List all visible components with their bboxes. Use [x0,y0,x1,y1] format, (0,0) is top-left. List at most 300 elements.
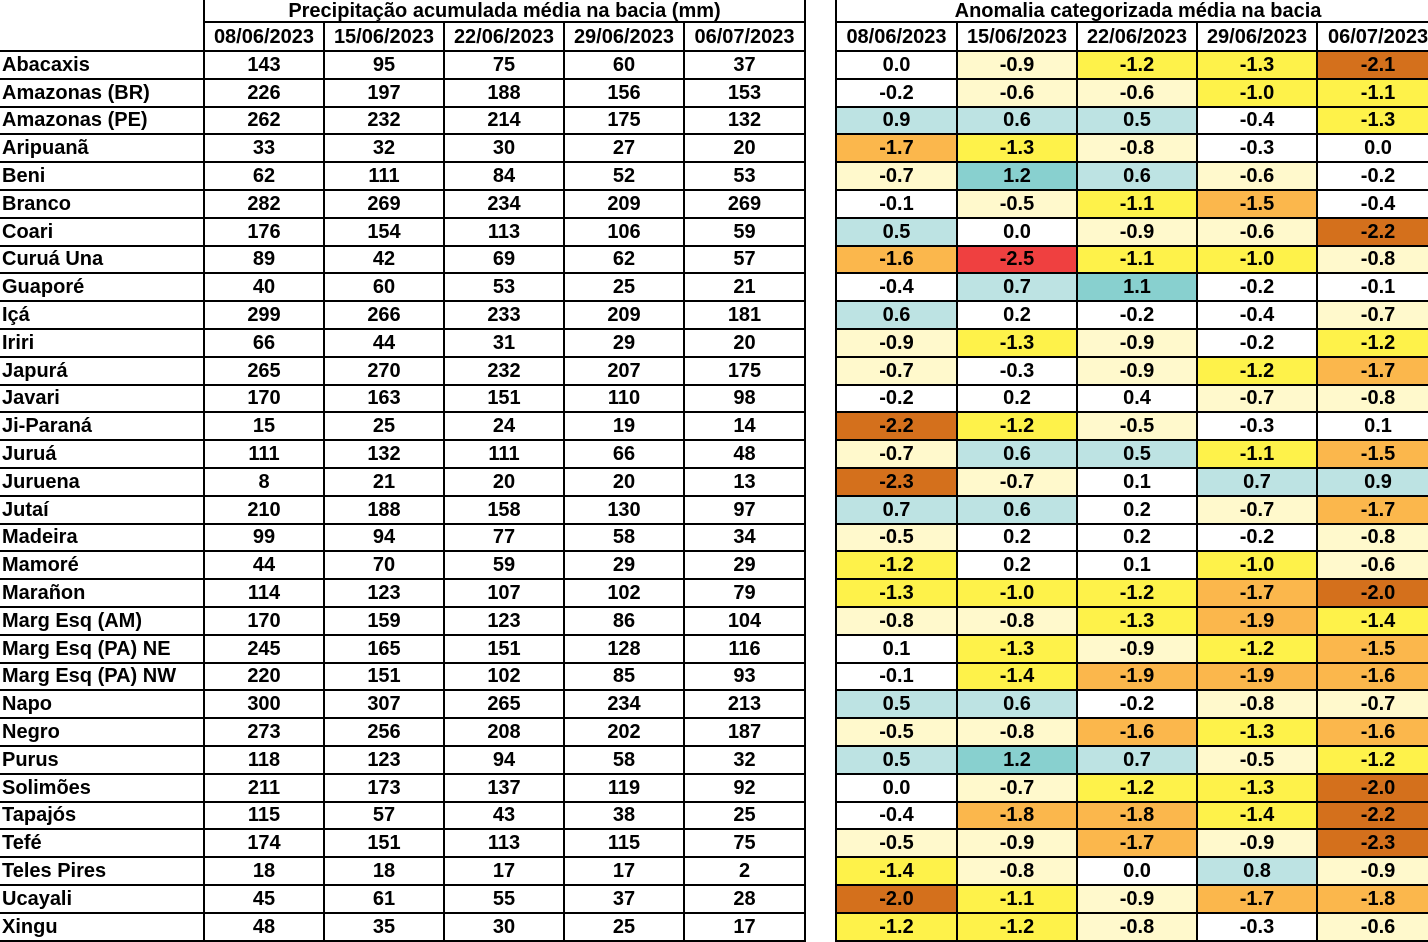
anomaly-cell: -1.3 [836,579,957,607]
anomaly-cell: -1.3 [1077,607,1197,635]
precip-cell: 269 [684,190,805,218]
precip-cell: 300 [204,690,324,718]
table-row [0,440,805,468]
anomaly-cell: 0.0 [836,51,957,79]
anomaly-date-header: 08/06/2023 [836,22,957,51]
anomaly-cell: -0.9 [1077,885,1197,913]
precip-cell: 188 [324,496,444,524]
anomaly-cell: -0.9 [1077,329,1197,357]
precip-cell: 175 [684,357,805,385]
precip-cell: 213 [684,690,805,718]
anomaly-cell: 1.2 [957,162,1077,190]
basin-name: Jutaí [0,496,204,524]
precip-cell: 85 [564,663,684,691]
table-row [836,134,1428,162]
anomaly-cell: -0.9 [1197,829,1317,857]
basin-name: Negro [0,718,204,746]
precip-cell: 163 [324,385,444,413]
anomaly-cell: -1.9 [1197,663,1317,691]
table-row [0,496,805,524]
table-row [836,579,1428,607]
anomaly-cell: 0.4 [1077,385,1197,413]
table-row [836,301,1428,329]
precip-cell: 58 [564,524,684,552]
anomaly-cell: -1.0 [1197,246,1317,274]
anomaly-title: Anomalia categorizada média na bacia [836,0,1428,22]
anomaly-cell: -2.2 [1317,218,1428,246]
anomaly-cell: -0.9 [1317,857,1428,885]
basin-name: Teles Pires [0,857,204,885]
precip-date-header: 08/06/2023 [204,22,324,51]
anomaly-cell: -1.0 [1197,551,1317,579]
table-row [836,190,1428,218]
table-row [836,496,1428,524]
precip-cell: 111 [204,440,324,468]
table-row [836,524,1428,552]
anomaly-cell: -0.7 [1197,385,1317,413]
precip-cell: 130 [564,496,684,524]
table-row [836,885,1428,913]
anomaly-cell: -1.2 [1197,635,1317,663]
precip-cell: 106 [564,218,684,246]
anomaly-cell: -1.6 [1317,718,1428,746]
anomaly-cell: -1.1 [1317,79,1428,107]
anomaly-cell: -0.7 [1317,690,1428,718]
anomaly-cell: -0.8 [1197,690,1317,718]
precip-cell: 53 [684,162,805,190]
precip-cell: 245 [204,635,324,663]
precip-cell: 20 [564,468,684,496]
anomaly-cell: -1.2 [957,412,1077,440]
basin-name: Napo [0,690,204,718]
anomaly-cell: -1.1 [1077,246,1197,274]
anomaly-date-header: 15/06/2023 [957,22,1077,51]
basin-name: Aripuanã [0,134,204,162]
precip-cell: 33 [204,134,324,162]
table-row [0,774,805,802]
anomaly-cell: -0.2 [1077,690,1197,718]
table-row [0,663,805,691]
basin-name: Solimões [0,774,204,802]
precip-cell: 170 [204,607,324,635]
precip-cell: 159 [324,607,444,635]
anomaly-cell: 0.5 [836,690,957,718]
basin-name: Amazonas (PE) [0,107,204,135]
precip-cell: 207 [564,357,684,385]
table-row [0,635,805,663]
precip-cell: 52 [564,162,684,190]
anomaly-cell: -0.5 [1077,412,1197,440]
precip-cell: 13 [684,468,805,496]
precip-cell: 107 [444,579,564,607]
table-row [0,524,805,552]
anomaly-cell: -1.3 [1197,774,1317,802]
precip-cell: 176 [204,218,324,246]
precip-cell: 132 [684,107,805,135]
precip-cell: 29 [684,551,805,579]
anomaly-cell: -1.4 [957,663,1077,691]
table-row [836,440,1428,468]
precip-date-header: 22/06/2023 [444,22,564,51]
anomaly-cell: -0.9 [1077,357,1197,385]
anomaly-cell: -0.8 [1317,385,1428,413]
anomaly-cell: -0.2 [836,79,957,107]
anomaly-cell: -0.7 [957,774,1077,802]
precip-cell: 154 [324,218,444,246]
precip-cell: 209 [564,190,684,218]
basin-name: Guaporé [0,273,204,301]
anomaly-cell: -2.3 [836,468,957,496]
anomaly-cell: -1.7 [1197,885,1317,913]
anomaly-cell: -1.5 [1197,190,1317,218]
table-row [836,718,1428,746]
table-row [836,635,1428,663]
anomaly-cell: -0.3 [1197,134,1317,162]
precip-cell: 102 [564,579,684,607]
table-row [836,829,1428,857]
anomaly-cell: -2.0 [836,885,957,913]
anomaly-cell: 0.6 [957,107,1077,135]
table-row [0,857,805,885]
anomaly-cell: 0.5 [1077,107,1197,135]
anomaly-cell: 0.6 [957,440,1077,468]
precip-cell: 94 [324,524,444,552]
precip-cell: 234 [564,690,684,718]
precip-cell: 48 [204,913,324,941]
precip-cell: 20 [444,468,564,496]
anomaly-cell: -0.7 [957,468,1077,496]
anomaly-cell: -0.8 [1077,913,1197,941]
table-row [836,857,1428,885]
basin-name: Marg Esq (PA) NE [0,635,204,663]
anomaly-cell: -2.2 [836,412,957,440]
anomaly-cell: -0.4 [836,802,957,830]
table-row [0,468,805,496]
precip-cell: 75 [684,829,805,857]
precip-cell: 265 [444,690,564,718]
anomaly-cell: 0.6 [957,496,1077,524]
table-row [836,468,1428,496]
anomaly-cell: -0.7 [836,162,957,190]
anomaly-cell: -0.6 [1317,551,1428,579]
anomaly-cell: -1.9 [1197,607,1317,635]
table-row [0,885,805,913]
precip-cell: 14 [684,412,805,440]
precip-cell: 55 [444,885,564,913]
precip-cell: 113 [444,829,564,857]
precip-cell: 66 [204,329,324,357]
table-row [836,357,1428,385]
table-row [0,357,805,385]
anomaly-cell: -0.8 [1317,524,1428,552]
anomaly-cell: 0.5 [1077,440,1197,468]
table-row [836,329,1428,357]
table-row [0,579,805,607]
precip-cell: 137 [444,774,564,802]
corner-blank [0,0,204,22]
precip-cell: 25 [684,802,805,830]
anomaly-cell: 0.1 [1317,412,1428,440]
table-row [0,607,805,635]
anomaly-cell: 0.0 [1077,857,1197,885]
precip-cell: 175 [564,107,684,135]
anomaly-cell: -2.5 [957,246,1077,274]
anomaly-cell: -1.6 [1077,718,1197,746]
table-row [836,774,1428,802]
anomaly-cell: -0.2 [1197,273,1317,301]
anomaly-cell: -0.9 [957,829,1077,857]
table-row [0,301,805,329]
anomaly-cell: 0.0 [957,218,1077,246]
precip-cell: 170 [204,385,324,413]
table-row [836,802,1428,830]
table-row [0,829,805,857]
precip-cell: 21 [324,468,444,496]
table-row [0,746,805,774]
anomaly-cell: -1.2 [957,913,1077,941]
basin-name: Madeira [0,524,204,552]
anomaly-cell: -1.1 [1077,190,1197,218]
table-row [0,802,805,830]
anomaly-cell: -1.3 [957,329,1077,357]
precip-cell: 28 [684,885,805,913]
anomaly-cell: 0.7 [957,273,1077,301]
precip-cell: 30 [444,913,564,941]
anomaly-cell: -0.9 [1077,218,1197,246]
precip-date-header: 29/06/2023 [564,22,684,51]
basin-name: Abacaxis [0,51,204,79]
anomaly-cell: 0.0 [836,774,957,802]
precip-cell: 158 [444,496,564,524]
precip-cell: 8 [204,468,324,496]
anomaly-cell: -1.2 [1317,329,1428,357]
precip-cell: 165 [324,635,444,663]
anomaly-cell: -1.3 [957,134,1077,162]
precip-cell: 119 [564,774,684,802]
anomaly-cell: -2.0 [1317,774,1428,802]
precip-cell: 93 [684,663,805,691]
anomaly-cell: 0.2 [1077,496,1197,524]
anomaly-cell: -0.3 [1197,913,1317,941]
anomaly-cell: -1.7 [1317,496,1428,524]
basin-name: Ucayali [0,885,204,913]
anomaly-cell: 0.2 [957,301,1077,329]
anomaly-cell: -0.5 [836,718,957,746]
anomaly-cell: -1.4 [836,857,957,885]
anomaly-cell: -0.2 [836,385,957,413]
corner-blank [0,22,204,51]
precip-cell: 59 [444,551,564,579]
anomaly-date-header: 06/07/2023 [1317,22,1428,51]
anomaly-cell: -1.7 [1077,829,1197,857]
anomaly-cell: -0.2 [1317,162,1428,190]
precip-cell: 211 [204,774,324,802]
precip-cell: 37 [684,51,805,79]
anomaly-cell: 1.2 [957,746,1077,774]
anomaly-cell: 0.9 [836,107,957,135]
table-row [0,690,805,718]
precip-cell: 151 [444,385,564,413]
precip-cell: 104 [684,607,805,635]
anomaly-cell: -0.9 [836,329,957,357]
precip-cell: 202 [564,718,684,746]
anomaly-cell: 1.1 [1077,273,1197,301]
precip-cell: 123 [324,746,444,774]
table-row [0,51,805,79]
anomaly-cell: -1.8 [957,802,1077,830]
anomaly-cell: -0.3 [957,357,1077,385]
anomaly-cell: -0.6 [1317,913,1428,941]
precip-cell: 19 [564,412,684,440]
precip-cell: 24 [444,412,564,440]
precip-cell: 61 [324,885,444,913]
anomaly-cell: -1.2 [1197,357,1317,385]
anomaly-cell: -0.5 [1197,746,1317,774]
precip-cell: 232 [324,107,444,135]
basin-name: Marg Esq (PA) NW [0,663,204,691]
anomaly-cell: -1.2 [1077,774,1197,802]
anomaly-cell: 0.2 [957,551,1077,579]
precip-cell: 86 [564,607,684,635]
anomaly-cell: -1.3 [957,635,1077,663]
table-row [0,218,805,246]
table-row [0,718,805,746]
table-row [836,162,1428,190]
basin-name: Tapajós [0,802,204,830]
anomaly-cell: -1.3 [1317,107,1428,135]
anomaly-cell: -1.1 [1197,440,1317,468]
basin-name: Purus [0,746,204,774]
precip-cell: 60 [324,273,444,301]
anomaly-cell: 0.1 [836,635,957,663]
table-row [0,134,805,162]
anomaly-cell: -0.8 [836,607,957,635]
precip-cell: 21 [684,273,805,301]
table-row [836,246,1428,274]
anomaly-cell: -1.8 [1077,802,1197,830]
precip-cell: 143 [204,51,324,79]
precip-cell: 265 [204,357,324,385]
precip-cell: 111 [324,162,444,190]
anomaly-cell: -0.2 [1197,524,1317,552]
anomaly-cell: 0.7 [1077,746,1197,774]
anomaly-cell: 0.5 [836,746,957,774]
anomaly-cell: 0.8 [1197,857,1317,885]
precip-cell: 214 [444,107,564,135]
anomaly-cell: 0.6 [836,301,957,329]
anomaly-cell: -1.8 [1317,885,1428,913]
anomaly-cell: -0.8 [1317,246,1428,274]
table-row [0,190,805,218]
anomaly-cell: -0.8 [957,718,1077,746]
basin-name: Mamoré [0,551,204,579]
precip-cell: 220 [204,663,324,691]
anomaly-cell: -1.3 [1197,718,1317,746]
precip-cell: 234 [444,190,564,218]
anomaly-cell: -1.9 [1077,663,1197,691]
anomaly-cell: 0.6 [957,690,1077,718]
precip-cell: 25 [564,913,684,941]
precip-cell: 57 [324,802,444,830]
table-row [0,551,805,579]
table-row [836,412,1428,440]
anomaly-cell: 0.2 [1077,524,1197,552]
precip-cell: 37 [564,885,684,913]
precip-cell: 95 [324,51,444,79]
anomaly-cell: -0.1 [1317,273,1428,301]
anomaly-cell: -0.2 [1077,301,1197,329]
anomaly-cell: -1.7 [1317,357,1428,385]
precip-cell: 75 [444,51,564,79]
anomaly-cell: 0.2 [957,385,1077,413]
anomaly-cell: -0.7 [1317,301,1428,329]
precip-cell: 209 [564,301,684,329]
anomaly-cell: -1.0 [1197,79,1317,107]
anomaly-table [835,0,1428,942]
basin-name: Içá [0,301,204,329]
precip-cell: 226 [204,79,324,107]
precip-cell: 266 [324,301,444,329]
precip-cell: 35 [324,913,444,941]
precip-cell: 30 [444,134,564,162]
basin-name: Ji-Paraná [0,412,204,440]
precip-cell: 59 [684,218,805,246]
precip-cell: 42 [324,246,444,274]
precip-cell: 128 [564,635,684,663]
basin-name: Iriri [0,329,204,357]
anomaly-cell: -1.7 [1197,579,1317,607]
precip-cell: 118 [204,746,324,774]
anomaly-cell: -0.3 [1197,412,1317,440]
precip-cell: 29 [564,329,684,357]
precip-cell: 18 [324,857,444,885]
precip-cell: 114 [204,579,324,607]
anomaly-cell: 0.9 [1317,468,1428,496]
precip-cell: 17 [564,857,684,885]
precip-cell: 123 [444,607,564,635]
table-row [836,51,1428,79]
precip-cell: 115 [564,829,684,857]
precip-cell: 17 [444,857,564,885]
precip-cell: 34 [684,524,805,552]
table-row [836,107,1428,135]
precip-cell: 232 [444,357,564,385]
anomaly-cell: -0.9 [1077,635,1197,663]
basin-name: Juruena [0,468,204,496]
table-row [836,551,1428,579]
precip-cell: 197 [324,79,444,107]
anomaly-cell: -2.0 [1317,579,1428,607]
precip-cell: 116 [684,635,805,663]
precip-cell: 25 [324,412,444,440]
anomaly-cell: 0.0 [1317,134,1428,162]
anomaly-cell: 0.7 [836,496,957,524]
precip-cell: 18 [204,857,324,885]
anomaly-cell: -2.2 [1317,802,1428,830]
table-row [0,162,805,190]
precip-cell: 60 [564,51,684,79]
precip-cell: 43 [444,802,564,830]
table-row [836,79,1428,107]
precip-cell: 20 [684,134,805,162]
precip-cell: 58 [564,746,684,774]
precip-cell: 210 [204,496,324,524]
precip-cell: 208 [444,718,564,746]
precip-cell: 153 [684,79,805,107]
precip-cell: 94 [444,746,564,774]
anomaly-cell: -0.2 [1197,329,1317,357]
precip-cell: 174 [204,829,324,857]
